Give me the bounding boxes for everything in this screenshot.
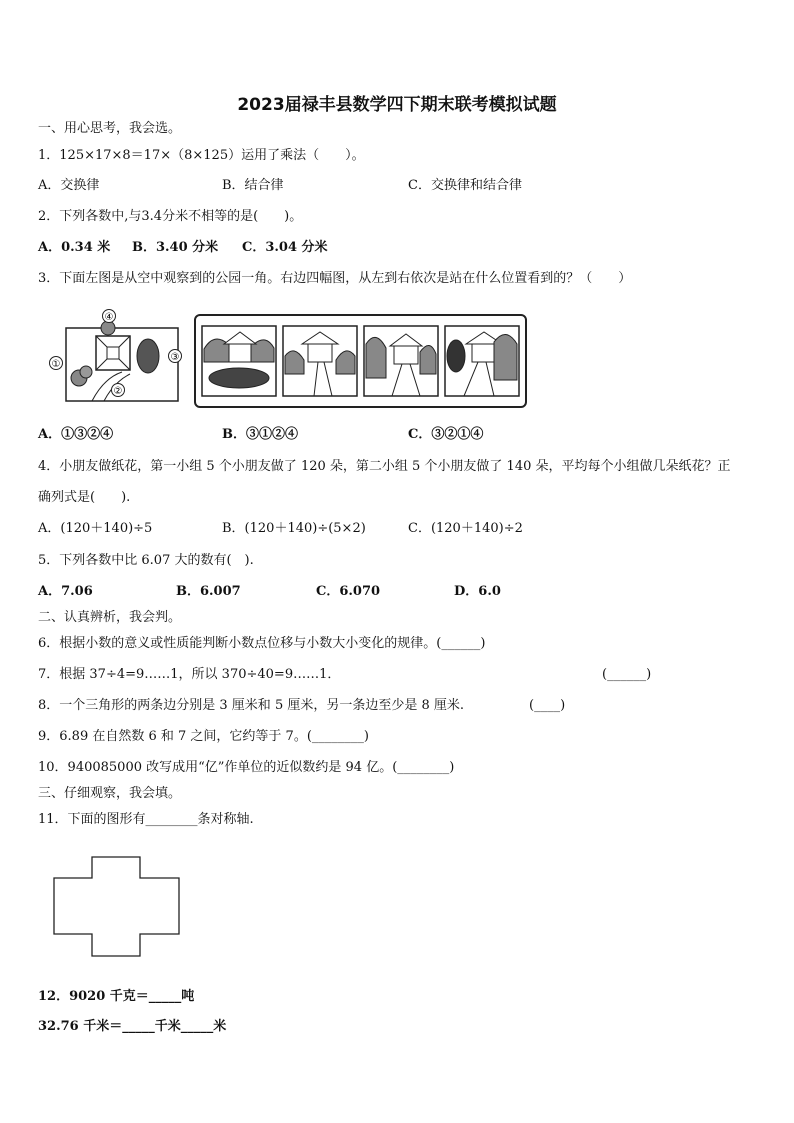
q5-option-b[interactable]: B．6.007 (176, 584, 241, 599)
map-label-2: ② (113, 386, 123, 397)
question-8: 8．一个三角形的两条边分别是 3 厘米和 5 厘米，另一条边至少是 8 厘米. (38, 698, 465, 713)
view-panel-3 (364, 326, 438, 396)
map-label-3: ③ (170, 352, 180, 363)
q3-option-b[interactable]: B．③①②④ (222, 427, 298, 442)
question-2: 2．下列各数中,与3.4分米不相等的是( )。 (38, 209, 303, 224)
q1-option-b[interactable]: B．结合律 (222, 178, 284, 193)
section-3-heading: 三、仔细观察，我会填。 (38, 786, 182, 801)
question-4-line-2: 确列式是( ). (38, 490, 131, 505)
q3-option-a[interactable]: A．①③②④ (38, 427, 114, 442)
page-title: 2023届禄丰县数学四下期末联考模拟试题 (237, 95, 557, 115)
q3-option-c[interactable]: C．③②①④ (408, 427, 484, 442)
q4-option-a[interactable]: A．(120＋140)÷5 (38, 521, 153, 536)
question-12-b: 32.76 千米＝_____千米_____米 (38, 1019, 227, 1034)
q2-option-b[interactable]: B．3.40 分米 (132, 240, 219, 255)
q4-option-b[interactable]: B．(120＋140)÷(5×2) (222, 521, 366, 536)
q2-option-a[interactable]: A．0.34 米 (38, 240, 111, 255)
question-5: 5．下列各数中比 6.07 大的数有( ). (38, 553, 254, 568)
q2-option-c[interactable]: C．3.04 分米 (242, 240, 328, 255)
question-10: 10．940085000 改写成用“亿”作单位的近似数约是 94 亿。(________) (38, 760, 455, 775)
map-label-1: ① (51, 359, 61, 370)
q5-option-c[interactable]: C．6.070 (316, 584, 381, 599)
question-9: 9．6.89 在自然数 6 和 7 之间，它约等于 7。(________) (38, 729, 369, 744)
question-1: 1．125×17×8＝17×（8×125）运用了乘法（ ）。 (38, 148, 365, 163)
question-7: 7．根据 37÷4=9……1，所以 370÷40=9……1． (38, 667, 341, 682)
q1-option-a[interactable]: A．交换律 (38, 178, 100, 193)
q5-option-a[interactable]: A．7.06 (38, 584, 93, 599)
map-label-4: ④ (104, 312, 114, 323)
view-panel-4 (445, 326, 519, 396)
section-1-heading: 一、用心思考，我会选。 (38, 121, 182, 136)
q5-option-d[interactable]: D．6.0 (454, 584, 501, 599)
q1-option-c[interactable]: C．交换律和结合律 (408, 178, 522, 193)
q8-answer-blank[interactable]: (____) (529, 698, 566, 713)
q7-answer-blank[interactable]: (______) (602, 667, 652, 682)
question-12-a: 12．9020 千克＝_____吨 (38, 989, 195, 1004)
view-panel-2 (283, 326, 357, 396)
question-4-line-1: 4．小朋友做纸花，第一小组 5 个小朋友做了 120 朵，第二小组 5 个小朋友做了 140 朵，平均每个小组做几朵纸花？正 (38, 459, 731, 474)
views-figure (194, 314, 527, 408)
cross-shape-figure (52, 856, 182, 958)
section-2-heading: 二、认真辨析，我会判。 (38, 610, 182, 625)
park-map-figure (44, 308, 189, 408)
view-panel-1 (202, 326, 276, 396)
question-6: 6．根据小数的意义或性质能判断小数点位移与小数大小变化的规律。(______) (38, 636, 486, 651)
q4-option-c[interactable]: C．(120＋140)÷2 (408, 521, 523, 536)
question-11: 11．下面的图形有________条对称轴. (38, 812, 254, 827)
question-3: 3．下面左图是从空中观察到的公园一角。右边四幅图，从左到右依次是站在什么位置看到的？（ ） (38, 271, 632, 286)
